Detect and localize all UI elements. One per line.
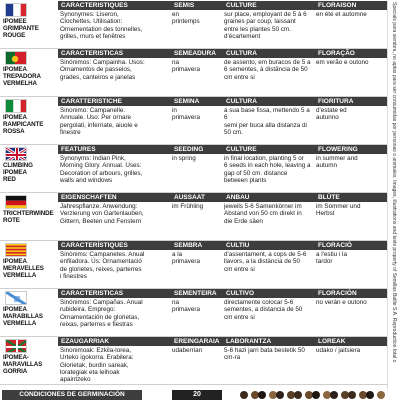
seed-icon bbox=[240, 391, 248, 399]
characteristics-header: EZAUGARRIAK bbox=[58, 337, 171, 346]
seed-icon bbox=[348, 391, 356, 399]
flowering-header: FLORAISON bbox=[315, 1, 388, 10]
language-label-block bbox=[0, 337, 58, 384]
characteristics-header: FEATURES bbox=[58, 145, 171, 154]
characteristics-text: Sinonimo: Campanelle. Annuale. Uso: Per ornare pergolati, inferriate, aiuole e finestre bbox=[60, 107, 138, 136]
language-label-block bbox=[0, 1, 58, 48]
language-label-block bbox=[0, 97, 58, 144]
side-legal-strip bbox=[387, 0, 400, 400]
sowing-text: en printemps bbox=[172, 11, 200, 26]
language-row bbox=[0, 49, 388, 97]
germany-flag-icon bbox=[5, 195, 27, 209]
flowering-text: en été et automne bbox=[316, 11, 367, 18]
cultivation-header: CULTURE bbox=[223, 145, 315, 154]
sowing-text: im Frühling bbox=[172, 203, 204, 210]
uk-flag-icon bbox=[5, 147, 27, 161]
portugal-flag-icon bbox=[5, 51, 27, 65]
product-name: IPOMEA RAMPICANTE ROSSA bbox=[3, 114, 44, 135]
cultivation-header: CULTURA bbox=[223, 49, 315, 58]
flowering-text: a l'estiu i la tardor bbox=[316, 251, 347, 266]
cultivation-text: de assento, em buracos de 5 a 6 sementes, à distância de 50 cm entre si bbox=[224, 59, 311, 81]
side-legal-text: Specials para siembra, no aptas para ser consumidas por personas o animales. Images, illustrations and texts property of Semillas Batlle S.A. Reproduction total o bbox=[391, 2, 397, 363]
sowing-text: in primavera bbox=[172, 107, 200, 122]
cultivation-header: CULTIVO bbox=[223, 289, 315, 298]
flowering-text: in summer and autumn bbox=[316, 155, 358, 170]
characteristics-header: CARACTERÍSTIQUES bbox=[58, 241, 171, 250]
seed-icon bbox=[312, 391, 320, 399]
cultivation-text: jeweils 5-6 Samenkörner im Abstand von 50 cm direkt in die Erde säen bbox=[224, 203, 302, 225]
flowering-text: em verão e outono bbox=[316, 59, 369, 66]
language-row bbox=[0, 145, 388, 193]
characteristics-header: CARACTERISTIQUES bbox=[58, 1, 171, 10]
seed-icon bbox=[330, 391, 338, 399]
catalonia-flag-icon bbox=[5, 243, 27, 257]
characteristics-header: EIGENSCHAFTEN bbox=[58, 193, 171, 202]
temperature-badge: 20 bbox=[172, 390, 222, 400]
flowering-header: FLORACIÓ bbox=[315, 241, 388, 250]
cultivation-header: CULTURE bbox=[223, 1, 315, 10]
basque-flag-icon bbox=[5, 339, 27, 353]
characteristics-text: Jahrespflanze. Anwendung: Verzierung von Gartenlauben, Gittern, Beeten und Fenstern bbox=[60, 203, 144, 225]
sowing-header: SEMBRA bbox=[171, 241, 223, 250]
language-label-block bbox=[0, 241, 58, 288]
product-name: IPOMEA MERAVELLES VERMELLA bbox=[3, 258, 44, 279]
italy-flag-icon bbox=[5, 99, 27, 113]
sowing-text: in spring bbox=[172, 155, 196, 162]
cultivation-text: a sua base fissa, mettendo 5 a 6 semi per buca alla distanza di 50 cm. bbox=[224, 107, 310, 136]
sowing-header: SEMENTEIRA bbox=[171, 289, 223, 298]
language-label-block bbox=[0, 193, 58, 240]
sowing-text: a la primavera bbox=[172, 251, 200, 266]
language-row bbox=[0, 241, 388, 289]
language-label-block bbox=[0, 145, 58, 192]
sowing-text: na primavera bbox=[172, 299, 200, 314]
flowering-header: BLÜTE bbox=[315, 193, 388, 202]
seed-icon bbox=[366, 391, 374, 399]
cultivation-header: CULTIU bbox=[223, 241, 315, 250]
germination-conditions-label: CONDICIONES DE GERMINACIÓN bbox=[2, 390, 142, 400]
language-row bbox=[0, 193, 388, 241]
product-name: CLIMBING IPOMEA RED bbox=[3, 162, 33, 183]
characteristics-header: CARACTERISTICAS bbox=[58, 49, 171, 58]
galicia-flag-icon bbox=[5, 291, 27, 305]
cultivation-text: d'assentament, a cops de 5-6 llavors, a la distància de 50 cm entre si bbox=[224, 251, 307, 273]
cultivation-text: in final location, planting 5 or 6 seeds in each hole, leaving a gap of 50 cm. distance between plants bbox=[224, 155, 311, 184]
flowering-text: im Sommer und Herbst bbox=[316, 203, 361, 218]
cultivation-header: LABORANTZA bbox=[223, 337, 315, 346]
sowing-header: SEMEADURA bbox=[171, 49, 223, 58]
characteristics-header: CARACTERISTICAS bbox=[58, 289, 171, 298]
language-row bbox=[0, 289, 388, 337]
france-flag-icon bbox=[5, 3, 27, 17]
language-label-block bbox=[0, 49, 58, 96]
product-name: IPOMEA TREPADORA VERMELHA bbox=[3, 66, 41, 87]
characteristics-text: Sinónimos: Campañas. Anual rubideira. Emprego: Ornamentación de glorietas, reixas, parterres e fiestras bbox=[60, 299, 143, 328]
product-name: IPOMEE GRIMPANTE ROUGE bbox=[3, 18, 39, 39]
language-label-block bbox=[0, 289, 58, 336]
cultivation-header: ANBAU bbox=[223, 193, 315, 202]
sowing-header: EREINGARAIA bbox=[171, 337, 223, 346]
characteristics-text: Synonymes: Liseron, Clochettes. Utilisation: Ornementation des tonnelles, grilles, murs et fenêtres bbox=[60, 11, 143, 40]
flowering-header: LOREAK bbox=[315, 337, 388, 346]
sowing-header: SEMINA bbox=[171, 97, 223, 106]
cultivation-text: directamente colocar 5-6 sementes, a distancia de 50 cm entre si bbox=[224, 299, 303, 321]
flowering-text: d'estate ed autunno bbox=[316, 107, 347, 122]
characteristics-header: CARATTERISTICHE bbox=[58, 97, 171, 106]
sowing-text: udaberrian bbox=[172, 347, 203, 354]
footer bbox=[0, 389, 388, 400]
cultivation-header: CULTURA bbox=[223, 97, 315, 106]
seed-icon bbox=[377, 391, 385, 399]
language-row bbox=[0, 1, 388, 49]
product-name: IPOMEA MARABILLAS VERMELLA bbox=[3, 306, 43, 327]
flowering-header: FLORAÇÃO bbox=[315, 49, 388, 58]
flowering-header: FIORITURA bbox=[315, 97, 388, 106]
flowering-text: udako / jaitsiera bbox=[316, 347, 361, 354]
seed-icon bbox=[276, 391, 284, 399]
product-name: TRICHTERWINDE ROTE bbox=[3, 210, 54, 224]
seed-icon bbox=[258, 391, 266, 399]
language-row bbox=[0, 337, 388, 385]
sowing-header: AUSSAAT bbox=[171, 193, 223, 202]
flowering-header: FLORACIÓN bbox=[315, 289, 388, 298]
product-name: IPOMEA- MARAVILLAS GORRIA bbox=[3, 354, 43, 375]
characteristics-text: Synonyms: Indian Pink, Morning Glory. Annual. Uses: Decoration of arbours, grilles, walls and windows bbox=[60, 155, 143, 184]
characteristics-text: Sinónimos: Campainha. Usos: Ornamentos de passeios, grades, canteiros e janelas bbox=[60, 59, 145, 81]
language-row bbox=[0, 97, 388, 145]
seeds-image bbox=[240, 389, 388, 400]
cultivation-text: sur place, employant de 5 à 6 graines par coup, laissant entre les plantes 50 cm. d'écartement bbox=[224, 11, 307, 40]
sowing-text: na primavera bbox=[172, 59, 200, 74]
characteristics-text: Sinonimoak: Ezkila-lorea, Urteko igokorra. Erabilera: Glorietak, burdin sareak, lorategiak eta leihoak apaintzeko bbox=[60, 347, 134, 384]
flowering-text: no verán e outono bbox=[316, 299, 367, 306]
cultivation-text: 5-6 hazi jarri bata bestetik 50 cm-ra bbox=[224, 347, 305, 362]
sowing-header: SEMIS bbox=[171, 1, 223, 10]
characteristics-text: Sinònims: Campanetes. Anual enfiladora. Ús: Ornamentació de glorietes, reixes, parterres i finestres bbox=[60, 251, 145, 280]
flowering-header: FLOWERING bbox=[315, 145, 388, 154]
seed-icon bbox=[294, 391, 302, 399]
sowing-header: SEEDING bbox=[171, 145, 223, 154]
